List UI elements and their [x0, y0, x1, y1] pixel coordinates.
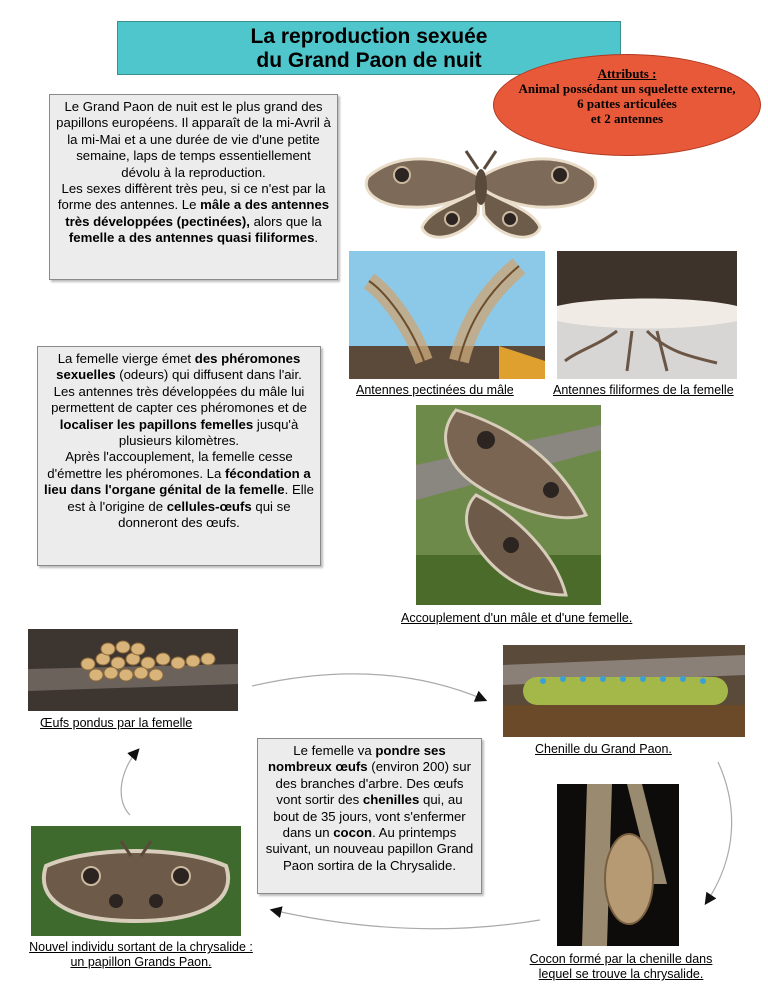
pheromones-text-part: jusqu'à plusieurs kilomètres. [118, 416, 299, 449]
arrow-cocoon-to-moth [272, 910, 540, 929]
caption-mating: Accouplement d'un mâle et d'une femelle. [401, 611, 633, 625]
cycle-bold: cocon [333, 825, 373, 841]
attributes-title: Attributs : [597, 66, 657, 81]
cycle-text-part: qui, au bout de 35 jours, vont s'enfermer dans un [273, 792, 466, 841]
caption-cocoon-line-1: Cocon formé par la chenille dans [529, 952, 713, 966]
caption-newborn-line-1: Nouvel individu sortant de la chrysalide : [29, 940, 253, 954]
pheromones-text-part: qui se donneront des œufs. [118, 498, 291, 531]
intro-bold-male: mâle a des antennes très développées (pectinées), [65, 197, 330, 229]
arrow-moth-to-eggs [121, 750, 138, 815]
pheromones-bold: cellules-œufs [166, 498, 252, 514]
attributes-line-1: Animal possédant un squelette externe, [518, 81, 736, 96]
caption-female-antennae: Antennes filiformes de la femelle [553, 383, 734, 397]
caption-cocoon-line-2: lequel se trouve la chrysalide. [538, 967, 704, 981]
pheromones-text-part: Après l'accouplement, la femelle cesse d'émettre les phéromones. La [47, 449, 293, 481]
caption-eggs: Œufs pondus par la femelle [40, 716, 193, 730]
caption-caterpillar: Chenille du Grand Paon. [535, 742, 672, 756]
title-line-1: La reproduction sexuée [250, 25, 488, 48]
arrow-eggs-to-caterpillar [252, 674, 485, 700]
cycle-bold: pondre ses nombreux œufs [268, 743, 446, 775]
cycle-text-part: Le femelle va [293, 743, 376, 758]
caption-newborn-line-2: un papillon Grands Paon. [70, 955, 212, 969]
pheromones-text-part: . Elle est à l'origine de [67, 482, 314, 514]
pheromones-bold: des phéromones sexuelles [56, 351, 301, 383]
pheromones-text-part: La femelle vierge émet [57, 351, 195, 366]
intro-paragraph-1: Le Grand Paon de nuit est le plus grand des papillons européens. Il apparaît de la mi-Avril à la mi-Mai et a une durée de vie d'une petite semaine, laps de temps essentiellement dévolu à la reproduction. [56, 99, 331, 180]
intro-bold-female: femelle a des antennes quasi filiformes [68, 230, 315, 246]
pheromones-bold: localiser les papillons femelles [59, 416, 254, 432]
caption-male-antennae: Antennes pectinées du mâle [356, 383, 514, 397]
cycle-text-part: (environ 200) sur des branches d'arbre. Des œufs vont sortir des [275, 759, 471, 808]
arrow-caterpillar-to-cocoon [706, 762, 732, 903]
intro-text-part: . [314, 230, 319, 246]
attributes-line-2: 6 pattes articulées [577, 96, 677, 111]
intro-text-part: alors que la [249, 213, 322, 229]
cycle-bold: chenilles [362, 792, 420, 808]
intro-text-part: Les sexes diffèrent très peu, si ce n'est par la forme des antennes. Le [57, 181, 326, 213]
title-line-2: du Grand Paon de nuit [256, 49, 482, 72]
attributes-line-3: et 2 antennes [590, 111, 664, 126]
cycle-text-part: . Au printemps suivant, un nouveau papillon Grand Paon sortira de la Chrysalide. [265, 825, 474, 873]
pheromones-text-part: (odeurs) qui diffusent dans l'air. Les antennes très développées du mâle lui permettent de capter ces phéromones et de [51, 367, 307, 416]
pheromones-bold: fécondation a lieu dans l'organe génital de la femelle [44, 465, 311, 498]
